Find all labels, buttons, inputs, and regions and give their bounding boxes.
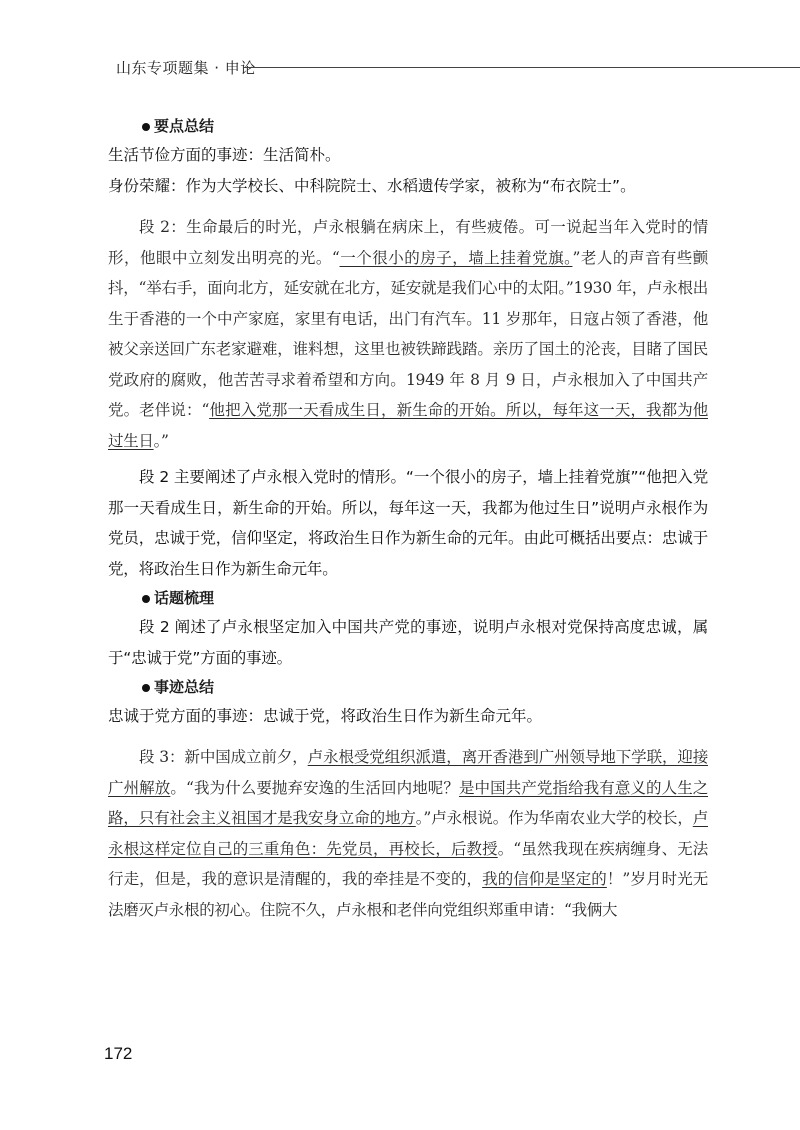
underline-quote-house: 一个很小的房子，墙上挂着党旗。: [339, 248, 573, 267]
underline-faith: 我的信仰是坚定的: [482, 870, 607, 888]
summary-line-identity: 身份荣耀：作为大学校长、中科院院士、水稻遗传学家，被称为“布衣院士”。: [108, 177, 636, 195]
bullet-dot-icon: [142, 123, 150, 131]
underline-quote-birthday: 他把入党那一天看成生日，新生命的开始。所以，每年这一天，我都为他过生日: [108, 401, 708, 450]
paragraph-3: 段 3：新中国成立前夕，卢永根受党组织派遣，离开香港到广州领导地下学联，迎接广州解放。“我为什么要抛弃安逸的生活回内地呢？是中国共产党指给我有意义的人生之路，只有社会主义祖国才是我安身立命的地方。”卢永根说。作为华南农业大学的校长，卢永根这样定位自己的三重角色：先党员，再校长，后教授。“虽然我现在疾病缠身、无法行走，但是，我的意识是清醒的，我的牵挂是不变的，我的信仰是坚定的！”岁月时光无法磨灭卢永根的初心。住院不久，卢永根和老伴向党组织郑重申请：“我俩大: [108, 748, 708, 919]
paragraph-2: 段 2：生命最后的时光，卢永根躺在病床上，有些疲倦。可一说起当年入党时的情形，他眼中立刻发出明亮的光。“一个很小的房子，墙上挂着党旗。”老人的声音有些颤抖，“举右手，面向北方，延安就在北方，延安就是我们心中的太阳。”1930 年，卢永根出生于香港的一个中产家庭，家里有电话，出门有汽车。11 岁那年，日寇占领了香港，他被父亲送回广东老家避难，谁料想，这里也被铁蹄践踏。亲历了国土的沦丧，目睹了国民党政府的腐败，他苦苦寻求着希望和方向。1949 年 8 月 9 日，卢永根加入了中国共产党。老伴说：“他把入党那一天看成生日，新生命的开始。所以，每年这一天，我都为他过生日。”: [108, 218, 708, 450]
underline-dispatch: 卢永根受党组织派遣，离开香港到广州领导地下学联，迎接广州解放: [108, 748, 708, 797]
analysis-paragraph-2: 段 2 主要阐述了卢永根入党时的情形。“一个很小的房子，墙上挂着党旗”“他把入党那一天看成生日，新生命的开始。所以，每年这一天，我都为他过生日”说明卢永根作为党员，忠诚于党，信仰坚定，将政治生日作为新生命的元年。由此可概括出要点：忠诚于党，将政治生日作为新生命元年。: [108, 468, 708, 578]
section-heading-topic: 话题梳理: [108, 584, 708, 612]
page-content: [108, 112, 708, 925]
bullet-dot-icon: [142, 595, 150, 603]
sprout-icon: [796, 43, 800, 71]
deeds-line: 忠诚于党方面的事迹：忠诚于党，将政治生日作为新生命元年。: [108, 707, 543, 725]
section-heading-summary: 要点总结: [108, 112, 708, 140]
summary-line-frugal: 生活节俭方面的事迹：生活简朴。: [108, 146, 341, 164]
section-heading-deeds: 事迹总结: [108, 673, 708, 701]
page-header: [116, 57, 716, 77]
header-title: 山东专项题集 · 申论: [116, 59, 256, 77]
header-rule: [244, 67, 800, 68]
underline-life-path: 是中国共产党指给我有意义的人生之路，只有社会主义祖国才是我安身立命的地方: [108, 778, 708, 827]
page-number: 172: [104, 1044, 133, 1063]
topic-text: 段 2 阐述了卢永根坚定加入中国共产党的事迹，说明卢永根对党保持高度忠诚，属于“忠诚于党”方面的事迹。: [108, 618, 708, 667]
bullet-dot-icon: [142, 684, 150, 692]
underline-three-roles: 卢永根这样定位自己的三重角色：先党员，再校长，后教授: [108, 809, 708, 858]
